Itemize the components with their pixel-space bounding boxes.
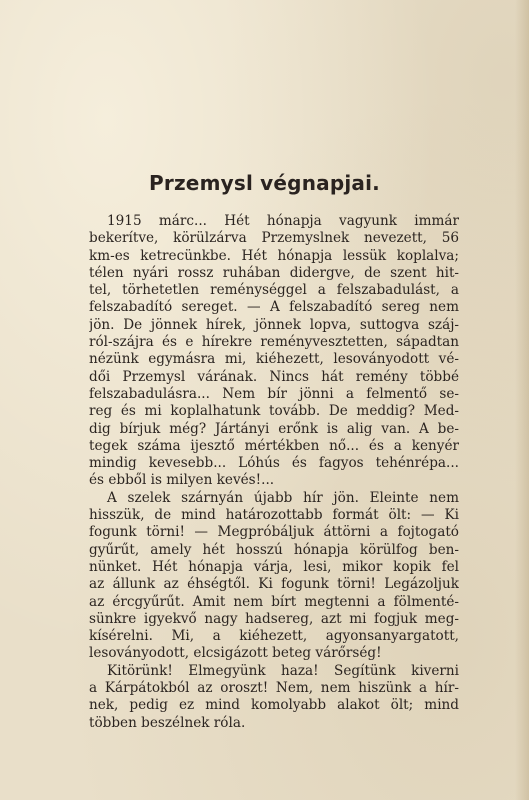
text-line: ról-szájra és e hírekre reményvesztetten, sápadtan <box>89 334 459 351</box>
text-line: a Kárpátokból az oroszt! Nem, nem hiszünk a hír- <box>89 680 459 697</box>
text-line: az ércgyűrűt. Amit nem bírt megtenni a fölmenté- <box>89 593 459 610</box>
text-line: felszabadulásra... Nem bír jönni a felmentő se- <box>89 385 459 402</box>
text-line: reg és mi koplalhatunk tovább. De meddig? Med- <box>89 403 459 420</box>
text-line: többen beszélnek róla. <box>89 714 246 731</box>
text-line: dig bírjuk még? Jártányi erőnk is alig van. A be- <box>89 420 459 437</box>
page-edge-shadow <box>515 0 529 800</box>
text-line: tegek száma ijesztő mértékben nő... és a kenyér <box>89 437 459 454</box>
text-line: km-es ketrecünkbe. Hét hónapja lessük koplalva; <box>89 247 459 264</box>
text-line: lesoványodott, elcsigázott beteg várőrség! <box>89 645 382 662</box>
text-line: nek, pedig ez mind komolyabb alakot ölt; mind <box>89 697 459 714</box>
text-line: sünkre igyekvő nagy hadsereg, azt mi fogjuk meg- <box>89 610 459 627</box>
text-line: és ebből is milyen kevés!... <box>89 472 275 489</box>
text-line: gyűrűt, amely hét hosszú hónapja körülfog ben- <box>89 541 459 558</box>
text-line: télen nyári rossz ruhában didergve, de szent hit- <box>89 264 459 281</box>
text-line: Kitörünk! Elmegyünk haza! Segítünk kiverni <box>107 662 459 679</box>
text-line: felszabadító sereget. — A felszabadító sereg nem <box>89 299 459 316</box>
text-line: 1915 márc... Hét hónapja vagyunk immár <box>107 213 459 229</box>
text-line: jön. De jönnek hírek, jönnek lopva, suttogva száj- <box>89 316 459 333</box>
text-line: az állunk az éhségtől. Ki fogunk törni! Legázoljuk <box>89 576 459 593</box>
text-line: fogunk törni! — Megpróbáljuk áttörni a fojtogató <box>89 524 459 541</box>
text-line: kísérelni. Mi, a kiéhezett, agyonsanyargatott, <box>89 628 459 645</box>
text-line: A szelek szárnyán újabb hír jön. Eleinte nem <box>107 489 459 506</box>
text-line: tel, törhetetlen reménységgel a felszabadulást, a <box>89 282 459 299</box>
text-line: dői Przemysl várának. Nincs hát remény többé <box>89 368 459 385</box>
text-line: bekerítve, körülzárva Przemyslnek nevezett, 56 <box>89 230 459 247</box>
text-line: hisszük, de mind határozottabb formát ölt: — Ki <box>89 507 459 524</box>
text-line: mindig kevesebb... Lóhús és fagyos tehénrépa... <box>89 455 459 472</box>
text-line: nézünk egymásra mi, kiéhezett, lesoványodott vé- <box>89 351 459 368</box>
chapter-title: Przemysl végnapjai. <box>149 171 380 195</box>
text-line: nünket. Hét hónapja várja, lesi, mikor kopik fel <box>89 558 459 575</box>
body-text <box>89 213 459 732</box>
